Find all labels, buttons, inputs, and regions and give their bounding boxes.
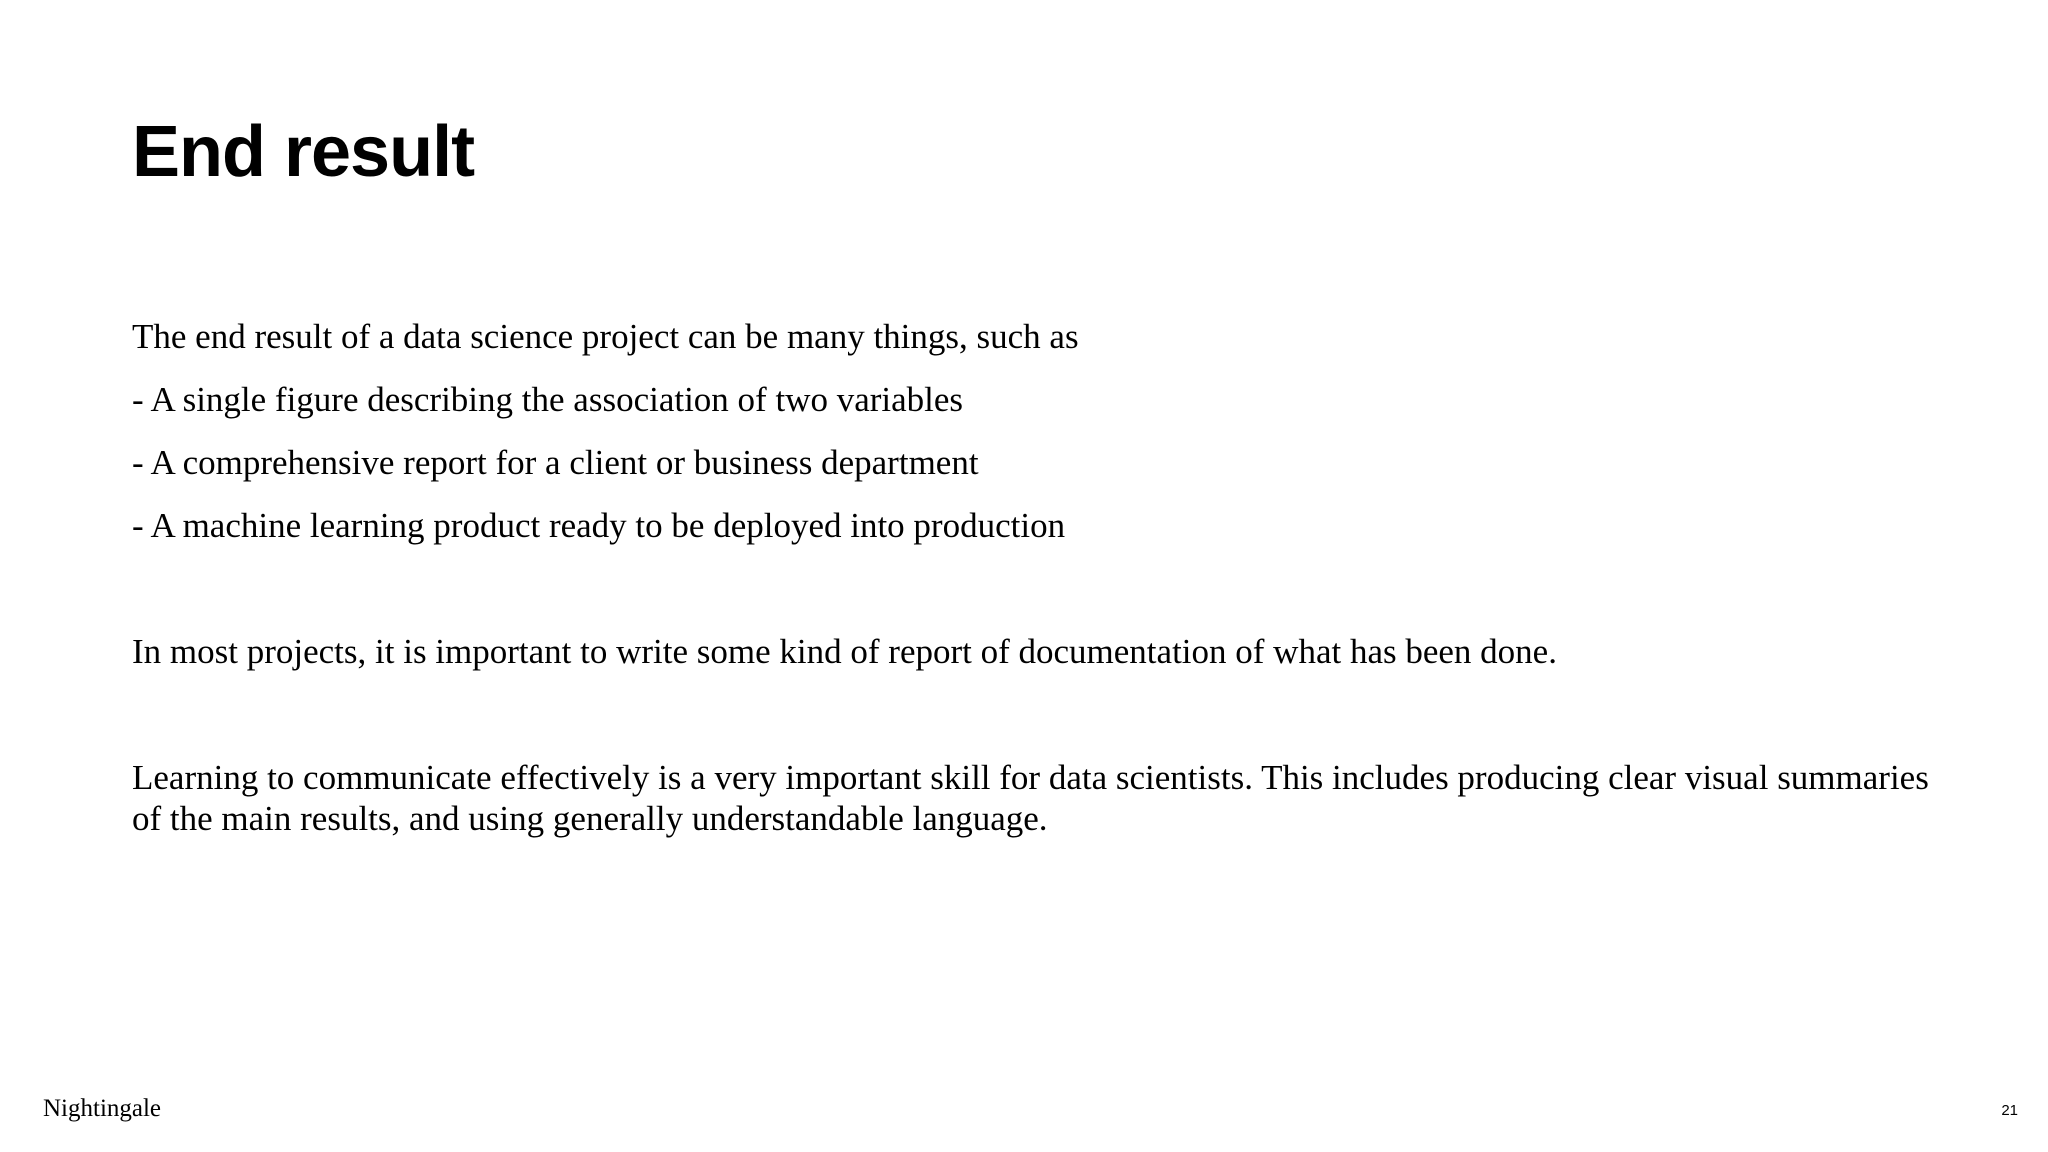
- bullet-list: [132, 379, 1065, 568]
- bullet-item: - A comprehensive report for a client or business department: [132, 443, 979, 482]
- communication-paragraph: Learning to communicate effectively is a very important skill for data scientists. This includes producing clear visual summaries of the main results, and using generally understandable language.: [132, 758, 1929, 838]
- slide-title: End result: [132, 112, 475, 192]
- bullet-item: - A single figure describing the association of two variables: [132, 380, 964, 419]
- bullet-item: - A machine learning product ready to be deployed into production: [132, 506, 1066, 545]
- documentation-paragraph: In most projects, it is important to write some kind of report of documentation of what has been done.: [132, 632, 1557, 671]
- footer-brand: Nightingale: [43, 1095, 162, 1122]
- intro-text: The end result of a data science project can be many things, such as: [132, 317, 1079, 356]
- page-number: 21: [2001, 1102, 2018, 1119]
